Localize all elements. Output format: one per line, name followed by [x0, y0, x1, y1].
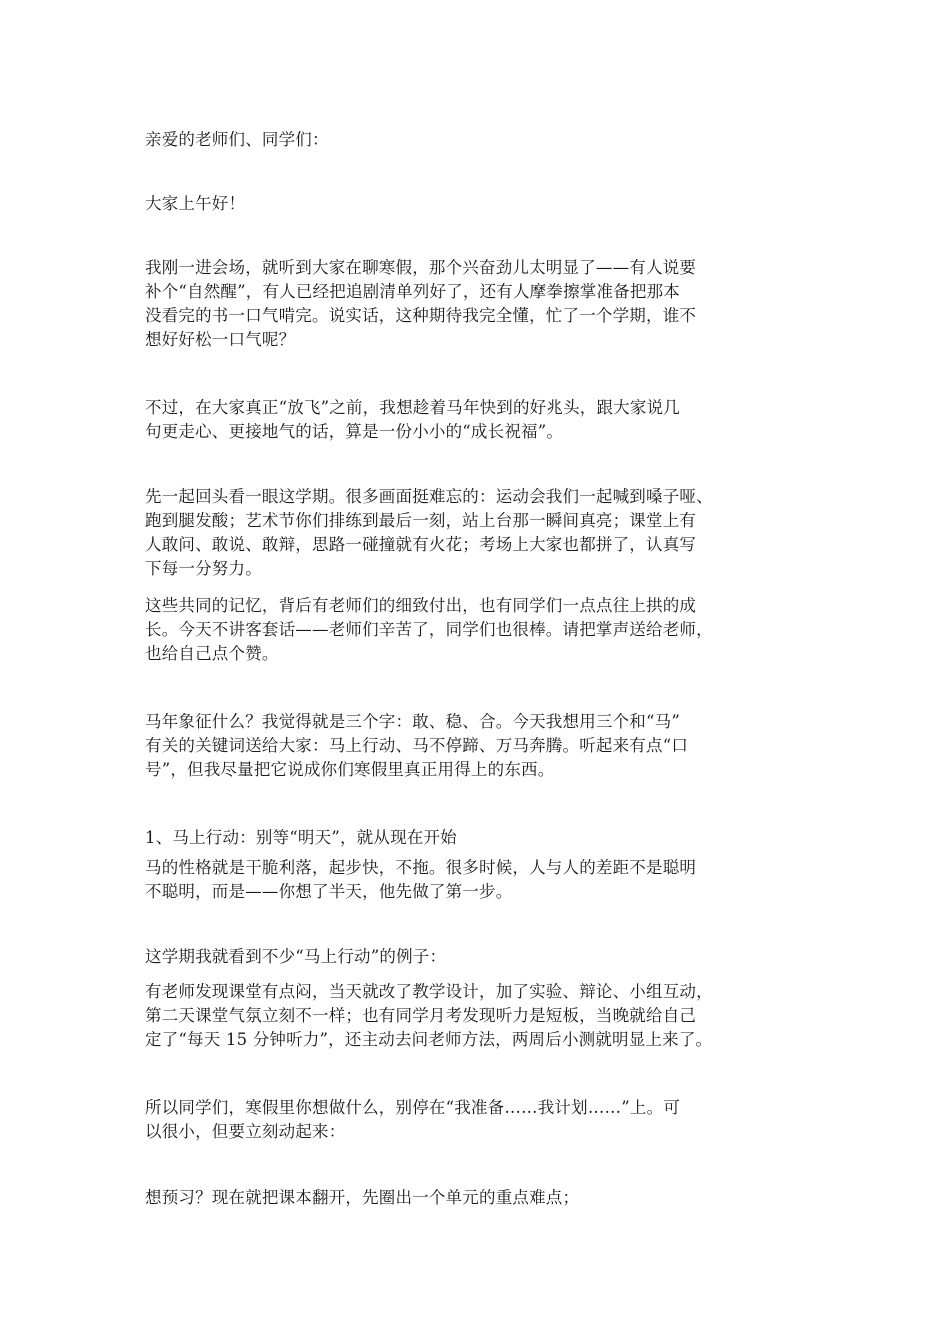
paragraph-line: 想预习？现在就把课本翻开，先圈出一个单元的重点难点；: [145, 1188, 580, 1207]
paragraph-line: 补个“自然醒”，有人已经把追剧清单列好了，还有人摩拳擦掌准备把那本: [145, 282, 680, 301]
greeting: [145, 192, 800, 216]
paragraph-line: 马的性格就是干脆利落，起步快，不拖。很多时候，人与人的差距不是聪明: [145, 858, 697, 877]
paragraph-6: [145, 856, 800, 904]
paragraph-line: 句更走心、更接地气的话，算是一份小小的“成长祝福”。: [145, 422, 564, 441]
paragraph-line: 不聪明，而是——你想了半天，他先做了第一步。: [145, 882, 513, 901]
paragraph-line: 不过，在大家真正“放飞”之前，我想趁着马年快到的好兆头，跟大家说几: [145, 398, 680, 417]
paragraph-10: [145, 1186, 800, 1210]
paragraph-line: 跑到腿发酸；艺术节你们排练到最后一刻，站上台那一瞬间真亮；课堂上有: [145, 511, 697, 530]
salutation-line: 亲爱的老师们、同学们：: [145, 130, 329, 149]
paragraph-line: 这学期我就看到不少“马上行动”的例子：: [145, 947, 447, 966]
paragraph-line: 人敢问、敢说、敢辩，思路一碰撞就有火花；考场上大家也都拼了，认真写: [145, 535, 697, 554]
paragraph-4: [145, 594, 800, 666]
paragraph-1: [145, 256, 800, 352]
paragraph-line: 这些共同的记忆，背后有老师们的细致付出，也有同学们一点点往上拱的成: [145, 596, 697, 615]
paragraph-3: [145, 485, 800, 581]
paragraph-line: 想好好松一口气呢？: [145, 330, 296, 349]
paragraph-7: [145, 945, 800, 969]
paragraph-line: 定了“每天 15 分钟听力”，还主动去问老师方法，两周后小测就明显上来了。: [145, 1030, 713, 1049]
paragraph-line: 以很小，但要立刻动起来：: [145, 1122, 346, 1141]
paragraph-line: 我刚一进会场，就听到大家在聊寒假，那个兴奋劲儿太明显了——有人说要: [145, 258, 697, 277]
paragraph-line: 先一起回头看一眼这学期。很多画面挺难忘的：运动会我们一起喊到嗓子哑、: [145, 487, 713, 506]
paragraph-9: [145, 1096, 800, 1144]
paragraph-line: 长。今天不讲客套话——老师们辛苦了，同学们也很棒。请把掌声送给老师，: [145, 620, 713, 639]
greeting-line: 大家上午好！: [145, 194, 246, 213]
section-heading-line: 1、马上行动：别等“明天”，就从现在开始: [145, 828, 457, 847]
salutation: [145, 128, 800, 152]
paragraph-line: 下每一分努力。: [145, 559, 262, 578]
section-heading-1: [145, 826, 800, 850]
paragraph-line: 有关的关键词送给大家：马上行动、马不停蹄、万马奔腾。听起来有点“口: [145, 736, 689, 755]
paragraph-line: 所以同学们，寒假里你想做什么，别停在“我准备……我计划……”上。可: [145, 1098, 680, 1117]
paragraph-line: 第二天课堂气氛立刻不一样；也有同学月考发现听力是短板，当晚就给自己: [145, 1006, 697, 1025]
paragraph-5: [145, 710, 800, 782]
paragraph-line: 也给自己点个赞。: [145, 644, 279, 663]
paragraph-line: 有老师发现课堂有点闷，当天就改了教学设计，加了实验、辩论、小组互动，: [145, 982, 713, 1001]
paragraph-8: [145, 980, 800, 1052]
paragraph-2: [145, 396, 800, 444]
paragraph-line: 马年象征什么？我觉得就是三个字：敢、稳、合。今天我想用三个和“马”: [145, 712, 680, 731]
paragraph-line: 没看完的书一口气啃完。说实话，这种期待我完全懂，忙了一个学期，谁不: [145, 306, 697, 325]
paragraph-line: 号”，但我尽量把它说成你们寒假里真正用得上的东西。: [145, 760, 555, 779]
